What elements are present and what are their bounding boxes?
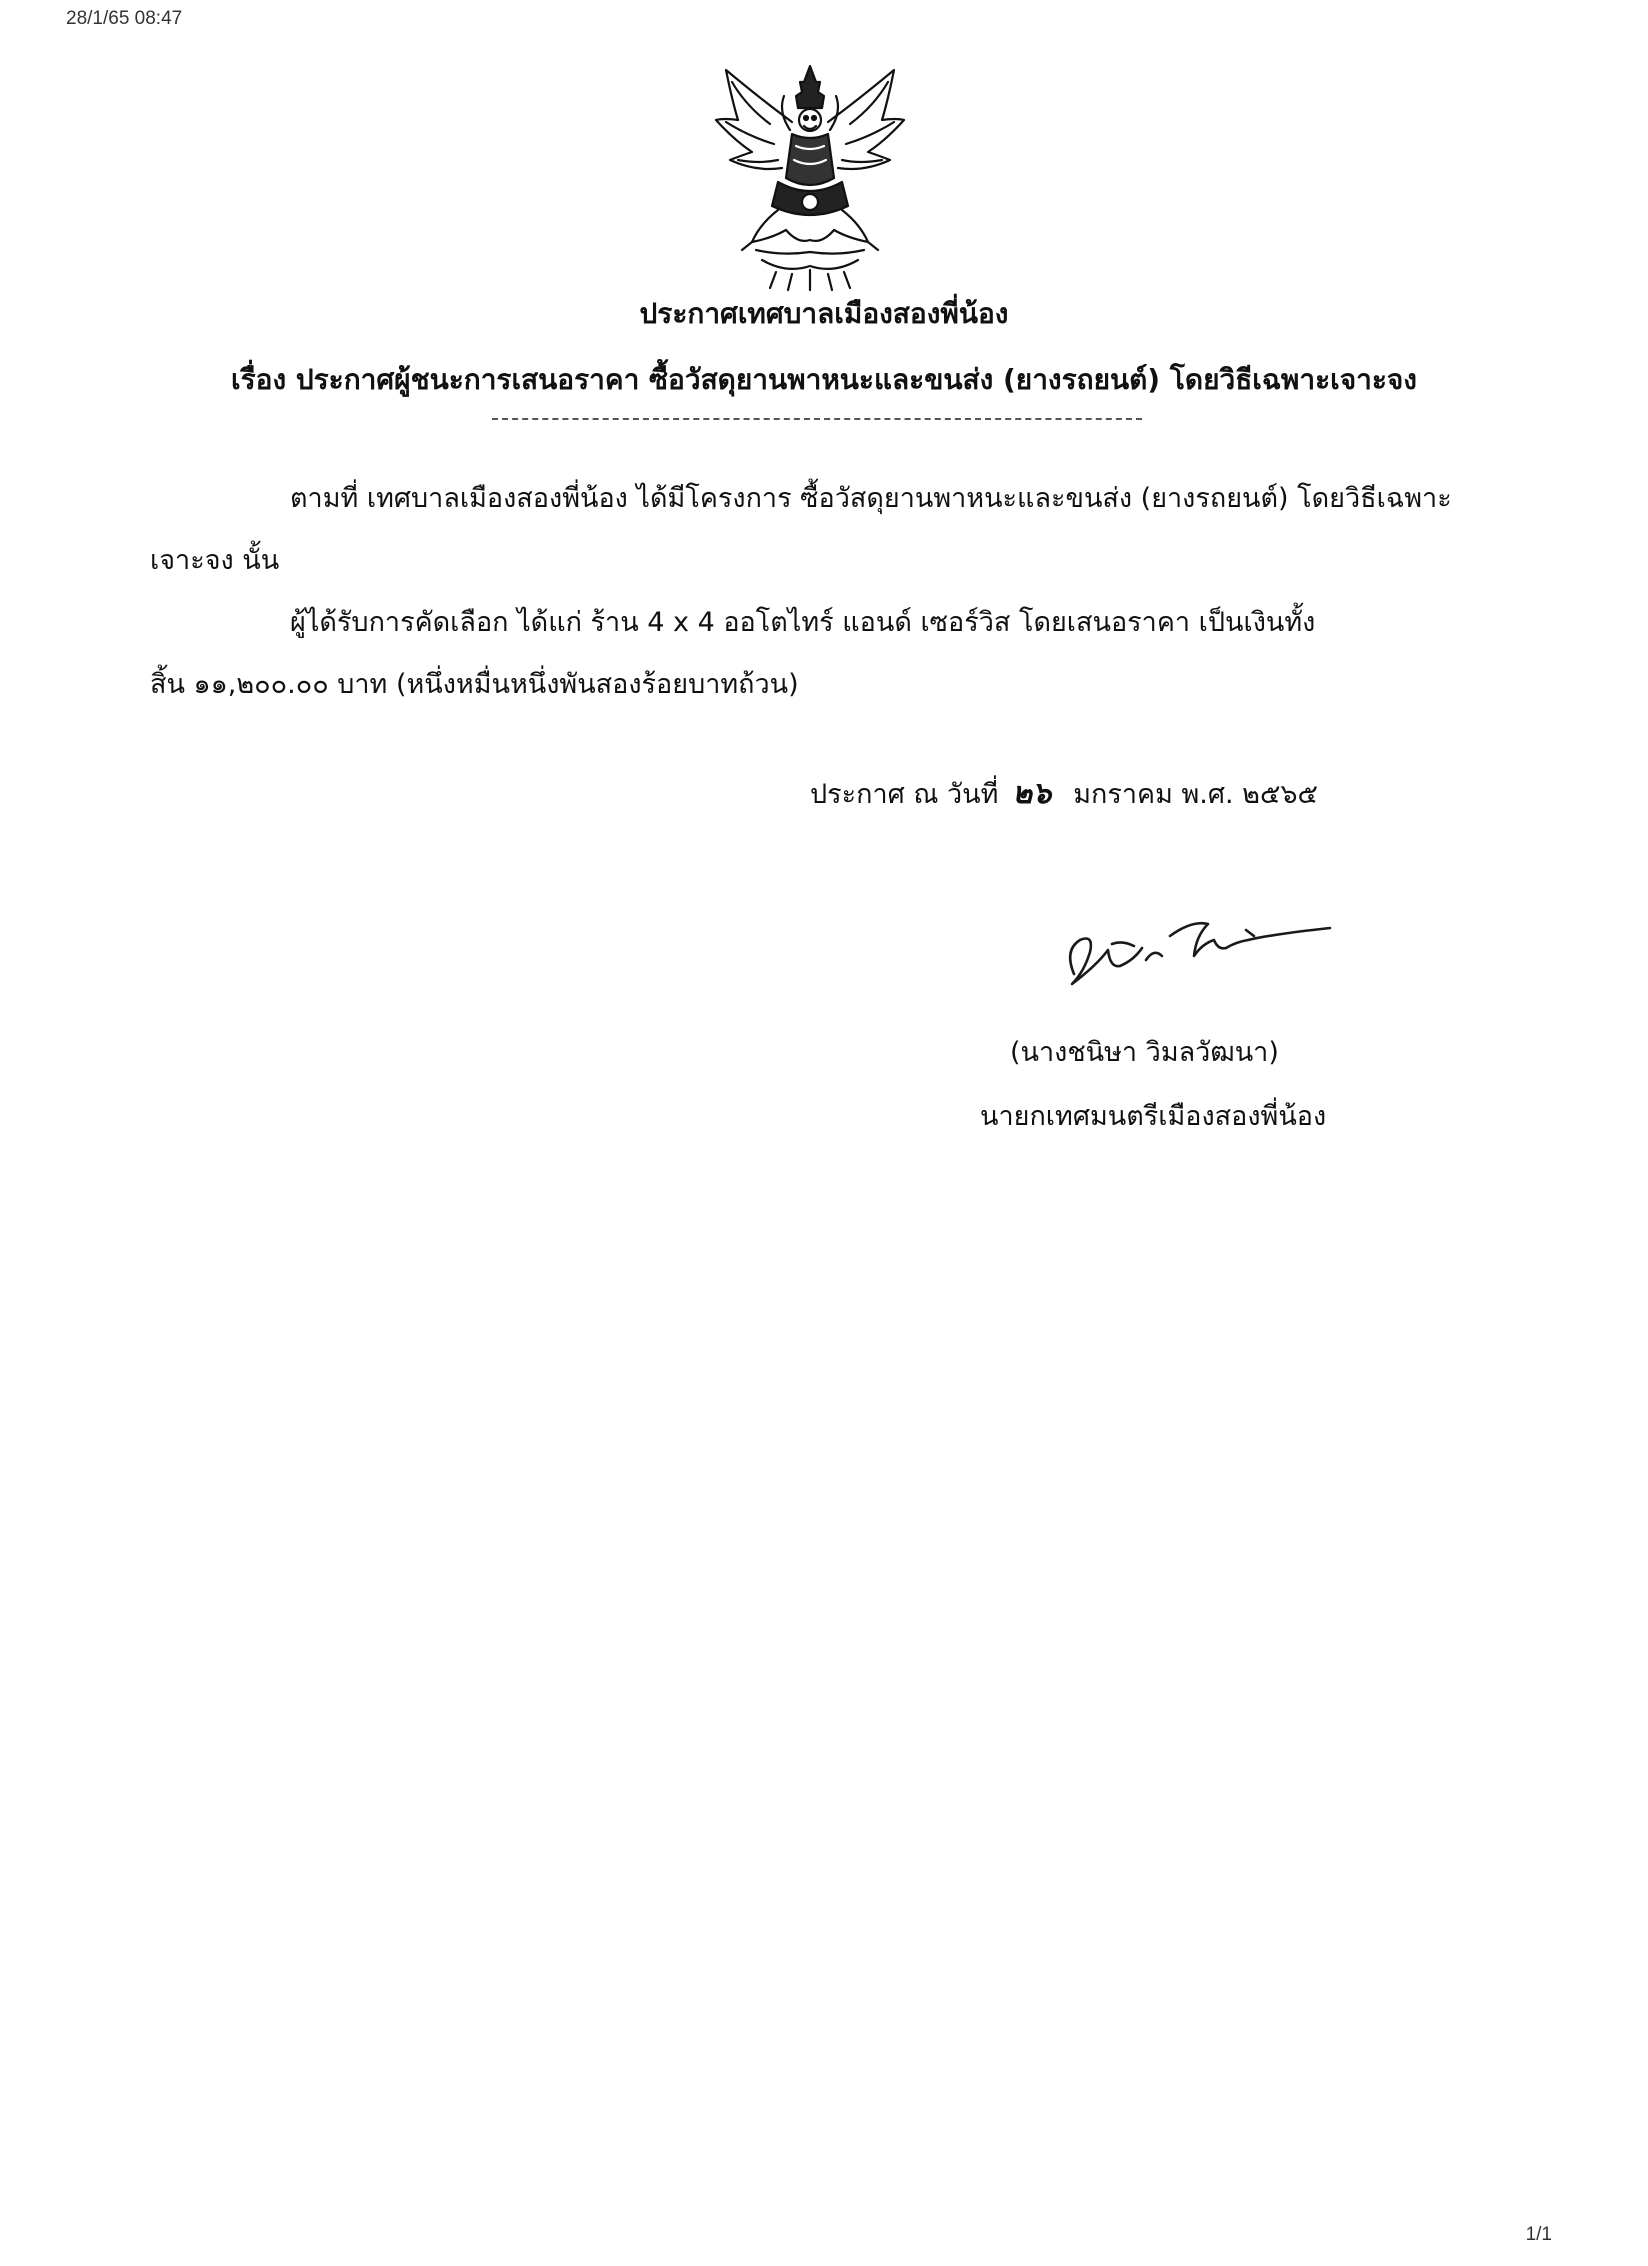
handwritten-signature-icon [1050, 890, 1340, 1000]
date-prefix: ประกาศ ณ วันที่ [810, 779, 999, 810]
print-timestamp: 28/1/65 08:47 [66, 8, 183, 29]
body-paragraph-2-line-2: สิ้น ๑๑,๒๐๐.๐๐ บาท (หนึ่งหมื่นหนึ่งพันสองร้อยบาทถ้วน) [150, 669, 799, 700]
body-paragraph-2-line-1: ผู้ได้รับการคัดเลือก ได้แก่ ร้าน 4 x 4 ออโตไทร์ แอนด์ เซอร์วิส โดยเสนอราคา เป็นเงินทั้ง [290, 607, 1316, 638]
body-paragraph-1-line-2: เจาะจง นั้น [150, 545, 280, 576]
date-day-handwritten: ๒๖ [1012, 776, 1052, 811]
document-subject: เรื่อง ประกาศผู้ชนะการเสนอราคา ซื้อวัสดุยานพาหนะและขนส่ง (ยางรถยนต์) โดยวิธีเฉพาะเจาะจง [231, 363, 1417, 396]
signatory-title: นายกเทศมนตรีเมืองสองพี่น้อง [980, 1101, 1327, 1132]
body-paragraph-1-line-1: ตามที่ เทศบาลเมืองสองพี่น้อง ได้มีโครงการ ซื้อวัสดุยานพาหนะและขนส่ง (ยางรถยนต์) โดยวิธีเฉพาะ [290, 483, 1452, 514]
announcement-date [810, 770, 1318, 817]
dashed-divider [492, 418, 1142, 420]
garuda-emblem-icon [712, 60, 908, 292]
page-counter: 1/1 [1525, 2224, 1552, 2245]
signatory-name: (นางชนิษา วิมลวัฒนา) [1010, 1037, 1279, 1068]
date-month-year: มกราคม พ.ศ. ๒๕๖๕ [1073, 779, 1318, 810]
document-title: ประกาศเทศบาลเมืองสองพี่น้อง [639, 297, 1009, 330]
